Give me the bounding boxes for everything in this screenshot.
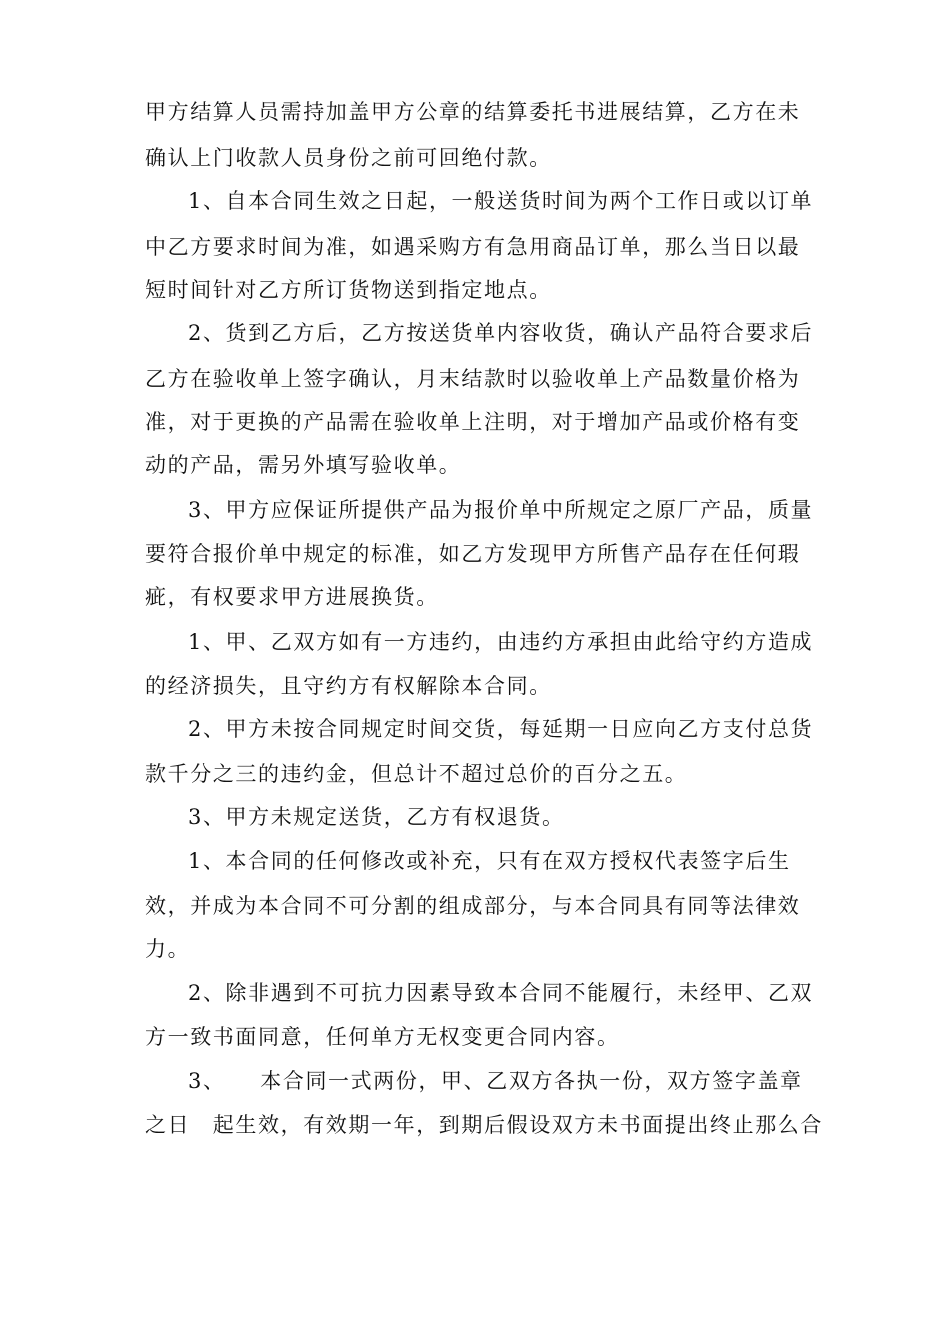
text-line: 短时间针对乙方所订货物送到指定地点。 — [145, 278, 552, 302]
text-line: 1、本合同的任何修改或补充，只有在双方授权代表签字后生 — [188, 849, 791, 873]
text-line: 乙方在验收单上签字确认，月末结款时以验收单上产品数量价格为 — [145, 367, 801, 391]
text-line: 2、甲方未按合同规定时间交货，每延期一日应向乙方支付总货 — [188, 717, 814, 741]
text-line: 2、除非遇到不可抗力因素导致本合同不能履行，未经甲、乙双 — [188, 981, 814, 1005]
text-line: 的经济损失，且守约方有权解除本合同。 — [145, 674, 552, 698]
text-line: 准，对于更换的产品需在验收单上注明，对于增加产品或价格有变 — [145, 410, 801, 434]
text-line: 1、甲、乙双方如有一方违约，由违约方承担由此给守约方造成 — [188, 630, 814, 654]
text-line: 要符合报价单中规定的标准，如乙方发现甲方所售产品存在任何瑕 — [145, 542, 801, 566]
text-line: 动的产品，需另外填写验收单。 — [145, 453, 462, 477]
text-line: 确认上门收款人员身份之前可回绝付款。 — [145, 146, 552, 170]
text-line: 力。 — [145, 937, 191, 961]
text-line: 3、甲方应保证所提供产品为报价单中所规定之原厂产品，质量 — [188, 498, 814, 522]
text-line: 中乙方要求时间为准，如遇采购方有急用商品订单，那么当日以最 — [145, 235, 801, 259]
text-line: 疵，有权要求甲方进展换货。 — [145, 585, 439, 609]
text-line: 效，并成为本合同不可分割的组成部分，与本合同具有同等法律效 — [145, 894, 801, 918]
text-line: 2、货到乙方后，乙方按送货单内容收货，确认产品符合要求后 — [188, 321, 814, 345]
text-line: 甲方结算人员需持加盖甲方公章的结算委托书进展结算，乙方在未 — [145, 100, 801, 124]
text-line: 3、甲方未规定送货，乙方有权退货。 — [188, 805, 565, 829]
text-line: 3、 本合同一式两份，甲、乙双方各执一份，双方签字盖章 — [188, 1069, 803, 1093]
text-line: 方一致书面同意，任何单方无权变更合同内容。 — [145, 1025, 620, 1049]
text-line: 款千分之三的违约金，但总计不超过总价的百分之五。 — [145, 762, 688, 786]
text-line: 之日 起生效，有效期一年，到期后假设双方未书面提出终止那么合 — [145, 1113, 823, 1137]
text-line: 1、自本合同生效之日起，一般送货时间为两个工作日或以订单 — [188, 189, 814, 213]
